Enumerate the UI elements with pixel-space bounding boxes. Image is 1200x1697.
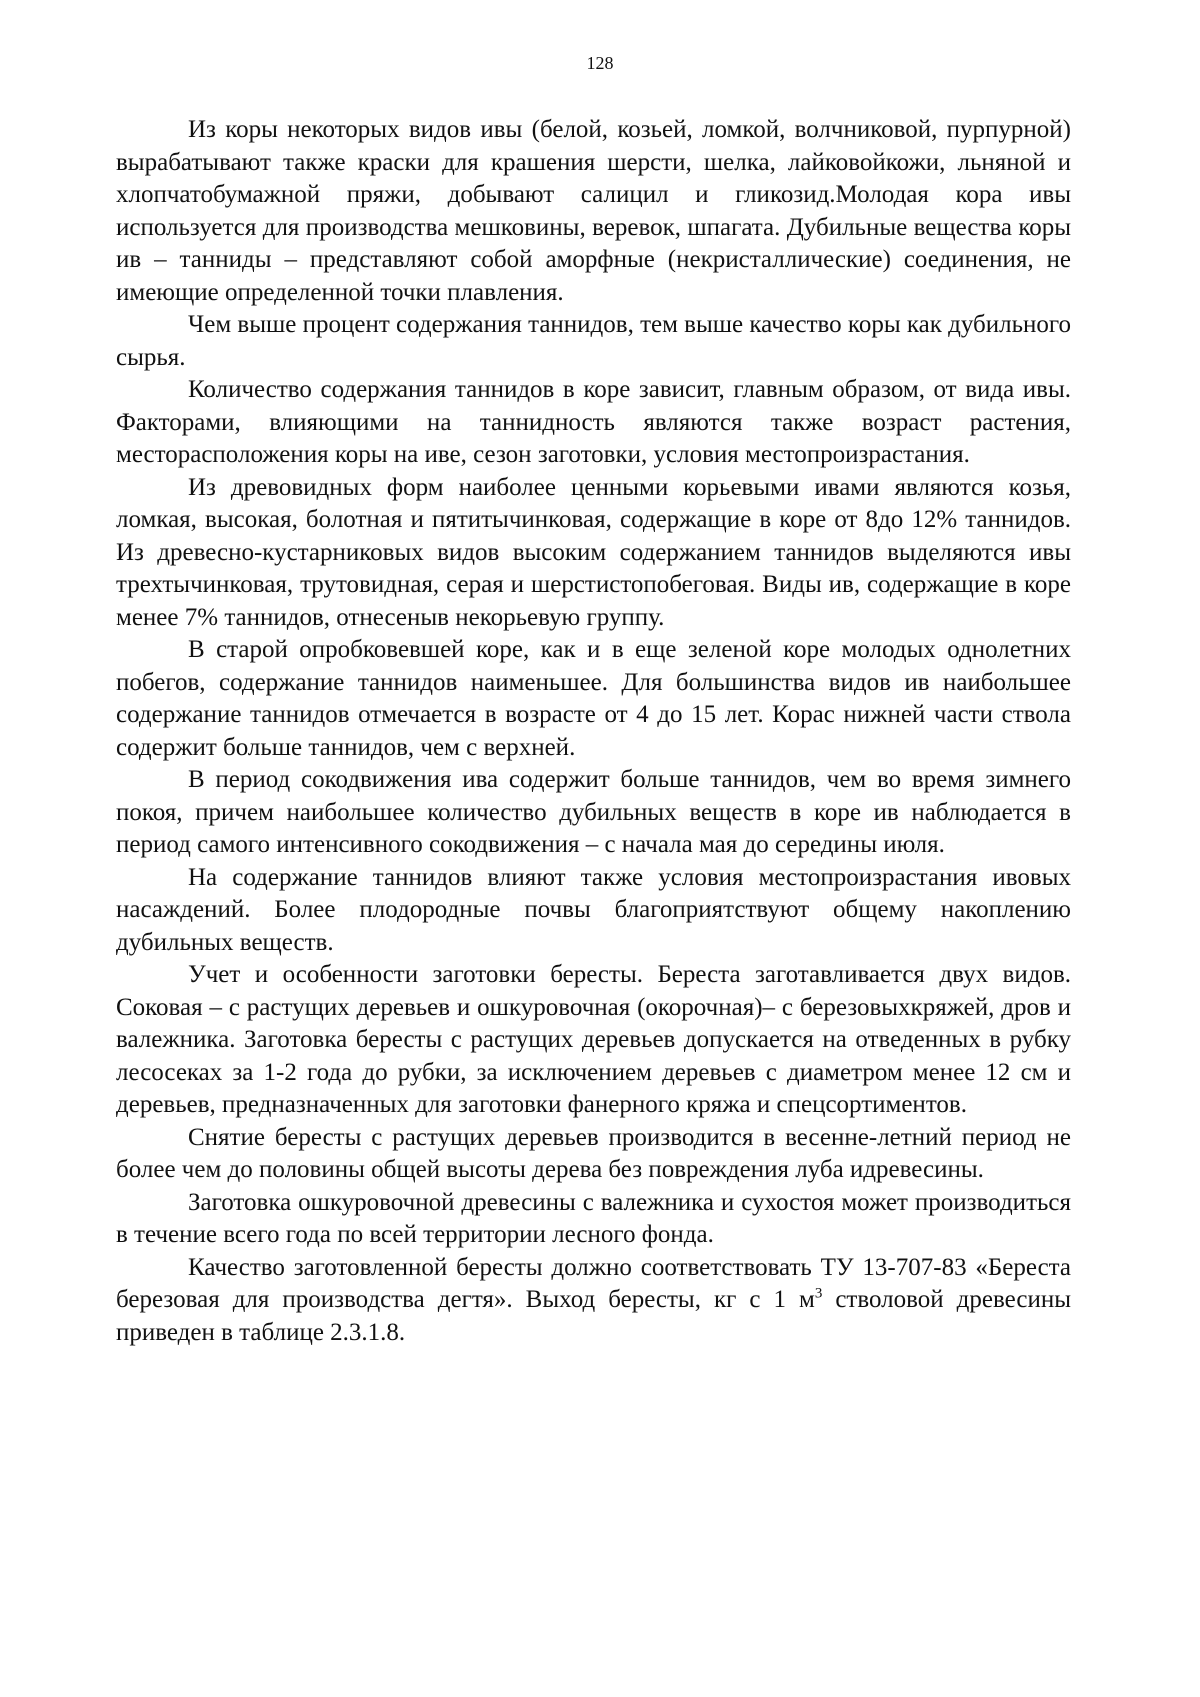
paragraph: Учет и особенности заготовки бересты. Береста заготавливается двух видов. Соковая – с растущих деревьев и ошкуровочная (окорочная)– с березовыхкряжей, дров и валежника. Заготовка бересты с растущих деревьев допускается на отведенных в рубку лесосеках за 1-2 года до рубки, за исключением деревьев с диаметром менее 12 см и деревьев, предназначенных для заготовки фанерного кряжа и спецсортиментов. xyxy=(116,961,1071,1118)
paragraph-text: стволовой древесины приведен в таблице 2.3.1.8. xyxy=(116,1286,1071,1346)
page-number: 128 xyxy=(586,53,614,73)
paragraph: На содержание таннидов влияют также условия местопроизрастания ивовых насаждений. Более плодородные почвы благоприятствуют общему накоплению дубильных веществ. xyxy=(116,863,1071,956)
body-text xyxy=(116,114,1071,1349)
paragraph: В старой опробковевшей коре, как и в еще зеленой коре молодых однолетних побегов, содержание таннидов наименьшее. Для большинства видов ив наибольшее содержание таннидов отмечается в возрасте от 4 до 15 лет. Корас нижней части ствола содержит больше таннидов, чем с верхней. xyxy=(116,636,1071,761)
paragraph: В период сокодвижения ива содержит больше таннидов, чем во время зимнего покоя, причем наибольшее количество дубильных веществ в коре ив наблюдается в период самого интенсивного сокодвижения – с начала мая до середины июля. xyxy=(116,766,1071,858)
paragraph: Количество содержания таннидов в коре зависит, главным образом, от вида ивы. Факторами, влияющими на таннидность являются также возраст растения, месторасположения коры на иве, сезон заготовки, условия местопроизрастания. xyxy=(116,376,1071,468)
paragraph: Из коры некоторых видов ивы (белой, козьей, ломкой, волчниковой, пурпурной) вырабатывают также краски для крашения шерсти, шелка, лайковойкожи, льняной и хлопчатобумажной пряжи, добывают салицил и гликозид.Молодая кора ивы используется для производства мешковины, веревок, шпагата. Дубильные вещества коры ив – танниды – представляют собой аморфные (некристаллические) соединения, не имеющие определенной точки плавления. xyxy=(116,116,1071,306)
paragraph: Из древовидных форм наиболее ценными корьевыми ивами являются козья, ломкая, высокая, болотная и пятитычинковая, содержащие в коре от 8до 12% таннидов. Из древесно-кустарниковых видов высоким содержанием таннидов выделяются ивы трехтычинковая, трутовидная, серая и шерстистопобеговая. Виды ив, содержащие в коре менее 7% таннидов, отнесеныв некорьевую группу. xyxy=(116,473,1071,631)
paragraph: Чем выше процент содержания таннидов, тем выше качество коры как дубильного сырья. xyxy=(116,311,1071,371)
paragraph-last xyxy=(116,1252,1071,1350)
paragraph: Снятие бересты с растущих деревьев производится в весенне-летний период не более чем до половины общей высоты дерева без повреждения луба идревесины. xyxy=(116,1123,1071,1183)
paragraph-text: Качество заготовленной бересты должно соответствовать ТУ 13-707-83 «Береста березовая для производства дегтя». Выход бересты, кг с 1 м xyxy=(116,1253,1071,1313)
superscript-exponent: 3 xyxy=(814,1285,823,1302)
paragraph: Заготовка ошкуровочной древесины с валежника и сухостоя может производиться в течение всего года по всей территории лесного фонда. xyxy=(116,1188,1071,1248)
